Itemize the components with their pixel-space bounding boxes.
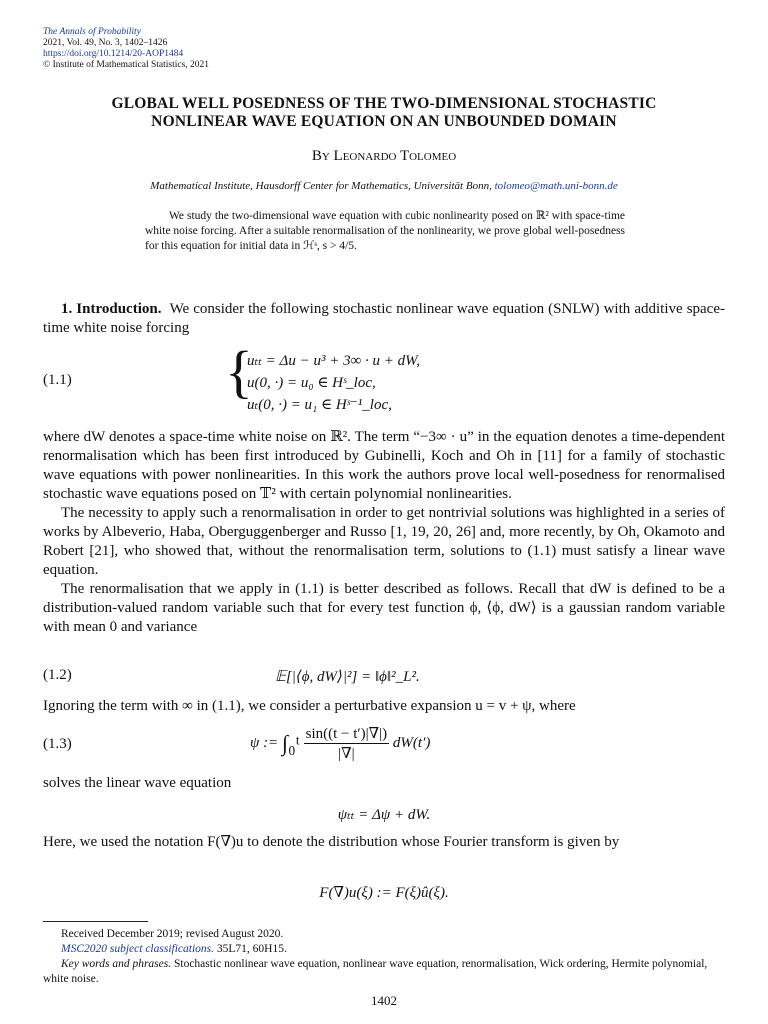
eq-1-3-rhs: dW(t′) bbox=[392, 734, 431, 751]
journal-volume: 2021, Vol. 49, No. 3, 1402–1426 bbox=[43, 38, 168, 48]
paper-title bbox=[0, 95, 768, 131]
paragraph-5-block bbox=[43, 774, 725, 793]
author-by: By bbox=[311, 148, 330, 164]
journal-header bbox=[43, 27, 209, 71]
received-note: Received December 2019; revised August 2020. bbox=[61, 928, 284, 940]
fourier-equation: F(∇)u(ξ) := F(ξ)û(ξ). bbox=[319, 885, 449, 901]
intro-text: We consider the following stochastic nonlinear wave equation (SNLW) with additive space-time white noise forcing bbox=[43, 301, 725, 336]
paragraph-6: Here, we used the notation F(∇)u to denote the distribution whose Fourier transform is given by bbox=[43, 834, 620, 850]
section-heading: 1. Introduction. bbox=[61, 301, 162, 317]
eq-1-3-label: (1.3) bbox=[43, 736, 72, 752]
journal-name[interactable]: The Annals of Probability bbox=[43, 27, 141, 37]
eq-1-1-line-2: u(0, ·) = u₀ ∈ Hˢ_loc, bbox=[247, 375, 376, 391]
title-line-1: GLOBAL WELL POSEDNESS OF THE TWO-DIMENSIONAL STOCHASTIC bbox=[111, 95, 657, 112]
left-brace-icon: { bbox=[225, 339, 253, 404]
author-line bbox=[0, 148, 768, 165]
paragraph-4: Ignoring the term with ∞ in (1.1), we consider a perturbative expansion u = v + ψ, where bbox=[43, 698, 576, 714]
eq-1-1-line-3: uₜ(0, ·) = u₁ ∈ Hˢ⁻¹_loc, bbox=[247, 397, 392, 413]
doi-link[interactable]: https://doi.org/10.1214/20-AOP1484 bbox=[43, 49, 184, 59]
integral-symbol: ∫₀ᵗ bbox=[281, 730, 300, 756]
keywords: Stochastic nonlinear wave equation, nonlinear wave equation, renormalisation, Wick ordering, Hermite polynomial, white noise. bbox=[43, 958, 708, 985]
author-name: Leonardo Tolomeo bbox=[333, 148, 457, 164]
eq-1-3-lhs: ψ := bbox=[250, 734, 279, 751]
paragraph-5: solves the linear wave equation bbox=[43, 775, 232, 791]
author-email-link[interactable]: tolomeo@math.uni-bonn.de bbox=[494, 180, 618, 192]
body-paragraphs bbox=[43, 428, 725, 637]
affiliation bbox=[0, 180, 768, 192]
msc-codes: 35L71, 60H15. bbox=[216, 943, 287, 955]
msc-link[interactable]: MSC2020 subject classifications. bbox=[61, 943, 215, 955]
eq-1-3-numerator: sin((t − t′)|∇|) bbox=[305, 726, 388, 742]
paragraph-6-block bbox=[43, 833, 725, 852]
paragraph-2: The necessity to apply such a renormalisation in order to get nontrivial solutions was highlighted in a series of works by Albeverio, Haba, Oberguggenberger and Russo [1, 19, 20, 26] and, more recently, by Oh, Okamoto and Robert [21], who showed that, without the renormalisation term, solutions to (1.1) must satisfy a linear wave equation. bbox=[43, 505, 725, 578]
footnote-divider bbox=[43, 921, 148, 922]
equation-1-2: 𝔼[|⟨ϕ, dW⟩|²] = ‖ϕ‖²_L². bbox=[275, 669, 420, 685]
eq-1-3-fraction bbox=[304, 724, 390, 763]
paragraph-4-block bbox=[43, 697, 725, 716]
keywords-label: Key words and phrases. bbox=[61, 958, 172, 970]
eq-1-1-label: (1.1) bbox=[43, 372, 72, 388]
copyright: © Institute of Mathematical Statistics, 2021 bbox=[43, 60, 210, 70]
title-line-2: NONLINEAR WAVE EQUATION ON AN UNBOUNDED DOMAIN bbox=[151, 113, 617, 130]
eq-1-3-denominator: |∇| bbox=[338, 746, 355, 762]
page-number: 1402 bbox=[371, 993, 397, 1008]
intro-paragraph bbox=[43, 300, 725, 338]
eq-1-1-line-1: uₜₜ = Δu − u³ + 3∞ · u + dW, bbox=[247, 353, 420, 369]
footnotes bbox=[43, 927, 725, 987]
paragraph-1: where dW denotes a space-time white noise on ℝ². The term “−3∞ · u” in the equation denotes a time-dependent renormalisation which has been first introduced by Gubinelli, Koch and Oh in [11] for a family of stochastic wave equations with power nonlinearities. In this work the authors prove local well-posedness for renormalised stochastic wave equations posed on 𝕋² with certain polynomial nonlinearities. bbox=[43, 429, 725, 502]
affiliation-text: Mathematical Institute, Hausdorff Center for Mathematics, Universität Bonn, bbox=[150, 180, 492, 192]
abstract bbox=[145, 209, 625, 254]
wave-equation: ψₜₜ = Δψ + dW. bbox=[337, 807, 431, 823]
equation-1-3 bbox=[250, 724, 430, 763]
abstract-text: We study the two-dimensional wave equation with cubic nonlinearity posed on ℝ² with space-time white noise forcing. After a suitable renormalisation of the nonlinearity, we prove global well-posedness for this equation for initial data in ℋˢ, s > 4/5. bbox=[145, 210, 625, 252]
paragraph-3: The renormalisation that we apply in (1.1) is better described as follows. Recall that dW is defined to be a distribution-valued random variable such that for every test function ϕ, ⟨ϕ, dW⟩ is a gaussian random variable with mean 0 and variance bbox=[43, 581, 725, 635]
eq-1-2-label: (1.2) bbox=[43, 667, 72, 683]
